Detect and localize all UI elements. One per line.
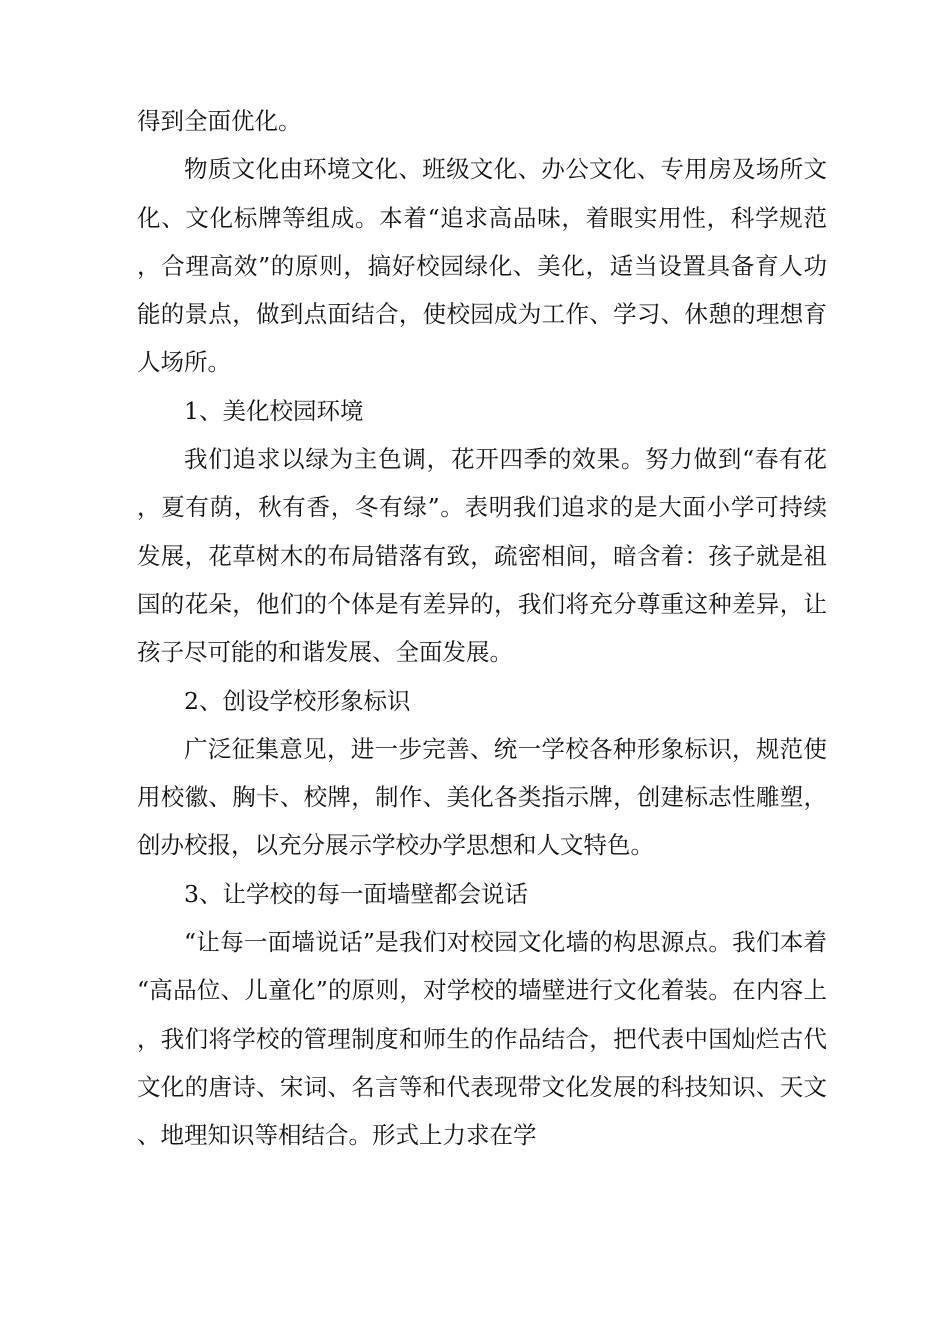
- paragraph-beautify-campus: 我们追求以绿为主色调，花开四季的效果。努力做到“春有花，夏有荫，秋有香，冬有绿”。表明我们追求的是大面小学可持续发展，花草树木的布局错落有致，疏密相间，暗含着：孩子就是祖国的花朵，他们的个体是有差异的，我们将充分尊重这种差异，让孩子尽可能的和谐发展、全面发展。: [137, 445, 827, 667]
- section-heading-1: 1、美化校园环境: [184, 396, 364, 425]
- paragraph-school-identity: 广泛征集意见，进一步完善、统一学校各种形象标识，规范使用校徽、胸卡、校牌，制作、美化各类指示牌，创建标志性雕塑，创办校报，以充分展示学校办学思想和人文特色。: [137, 734, 827, 860]
- paragraph-continuation: 得到全面优化。: [137, 107, 302, 135]
- paragraph-material-culture: 物质文化由环境文化、班级文化、办公文化、专用房及场所文化、文化标牌等组成。本着“追求高品味，着眼实用性，科学规范，合理高效”的原则，搞好校园绿化、美化，适当设置具备育人功能的景点，做到点面结合，使校园成为工作、学习、休憩的理想育人场所。: [137, 155, 827, 377]
- section-heading-2: 2、创设学校形象标识: [184, 686, 411, 715]
- section-heading-3: 3、让学校的每一面墙壁都会说话: [184, 879, 528, 908]
- paragraph-talking-walls: “让每一面墙说话”是我们对校园文化墙的构思源点。我们本着“高品位、儿童化”的原则，对学校的墙壁进行文化着装。在内容上，我们将学校的管理制度和师生的作品结合，把代表中国灿烂古代文化的唐诗、宋词、名言等和代表现带文化发展的科技知识、天文、地理知识等相结合。形式上力求在学: [137, 928, 827, 1150]
- document-body: [137, 97, 827, 1160]
